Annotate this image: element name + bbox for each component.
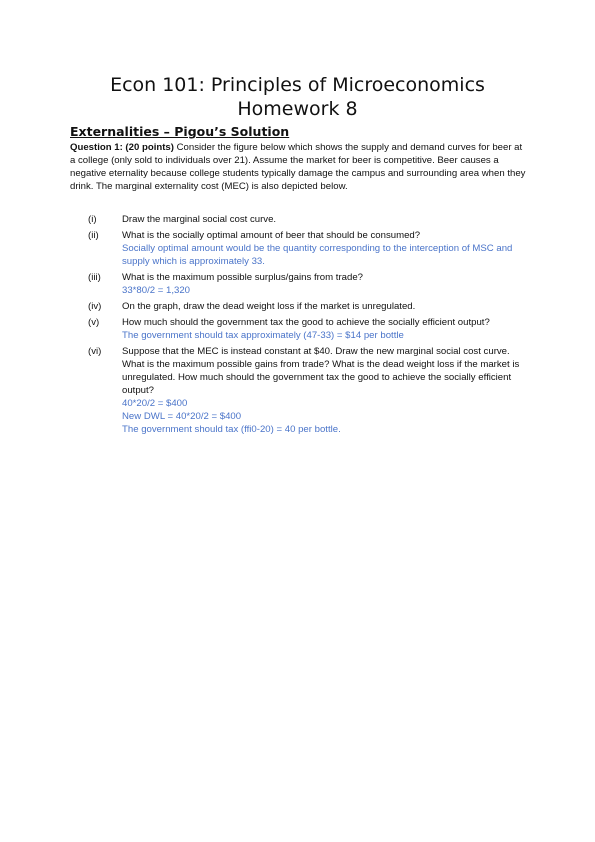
list-item	[70, 300, 528, 313]
item-text: How much should the government tax the good to achieve the socially efficient output?	[122, 317, 490, 328]
answer-text: The government should tax (ffi0-20) = 40 per bottle.	[122, 424, 341, 435]
page-subtitle: Homework 8	[237, 98, 358, 120]
question-paragraph	[70, 141, 528, 193]
answer-text: 33*80/2 = 1,320	[122, 285, 191, 296]
list-item	[70, 345, 528, 436]
list-item	[70, 316, 528, 342]
answer-text: New DWL = 40*20/2 = $400	[122, 411, 242, 422]
item-text: On the graph, draw the dead weight loss if the market is unregulated.	[122, 301, 416, 312]
item-number: (ii)	[88, 230, 99, 241]
item-text: What is the socially optimal amount of beer that should be consumed?	[122, 230, 421, 241]
item-number: (iv)	[88, 301, 102, 312]
answer-text: 40*20/2 = $400	[122, 398, 188, 409]
item-text: Suppose that the MEC is instead constant at $40. Draw the new marginal social cost curve. What is the maximum possible gains from trade? What is the dead weight loss if the market is unregulated. How much should the government tax the good to achieve the socially efficient output?	[122, 346, 520, 396]
page-title: Econ 101: Principles of Microeconomics	[110, 74, 485, 96]
item-number: (iii)	[88, 272, 101, 283]
question-label: Question 1: (20 points)	[70, 142, 174, 153]
section-heading: Externalities – Pigou’s Solution	[70, 124, 290, 139]
list-item	[70, 229, 528, 268]
item-text: Draw the marginal social cost curve.	[122, 214, 277, 225]
answer-text: The government should tax approximately (47-33) = $14 per bottle	[122, 330, 404, 341]
list-item	[70, 271, 528, 297]
item-number: (vi)	[88, 346, 102, 357]
item-number: (v)	[88, 317, 100, 328]
question-items	[70, 213, 528, 439]
list-item	[70, 213, 528, 226]
question-text: Consider the figure below which shows the supply and demand curves for beer at a college (only sold to individuals over 21). Assume the market for beer is competitive. Beer causes a negative eternality because college students typically damage the campus and surrounding area when they drink. The marginal externality cost (MEC) is also depicted below.	[70, 142, 526, 192]
item-text: What is the maximum possible surplus/gains from trade?	[122, 272, 364, 283]
item-number: (i)	[88, 214, 97, 225]
answer-text: Socially optimal amount would be the quantity corresponding to the interception of MSC and supply which is approximately 33.	[122, 243, 513, 267]
